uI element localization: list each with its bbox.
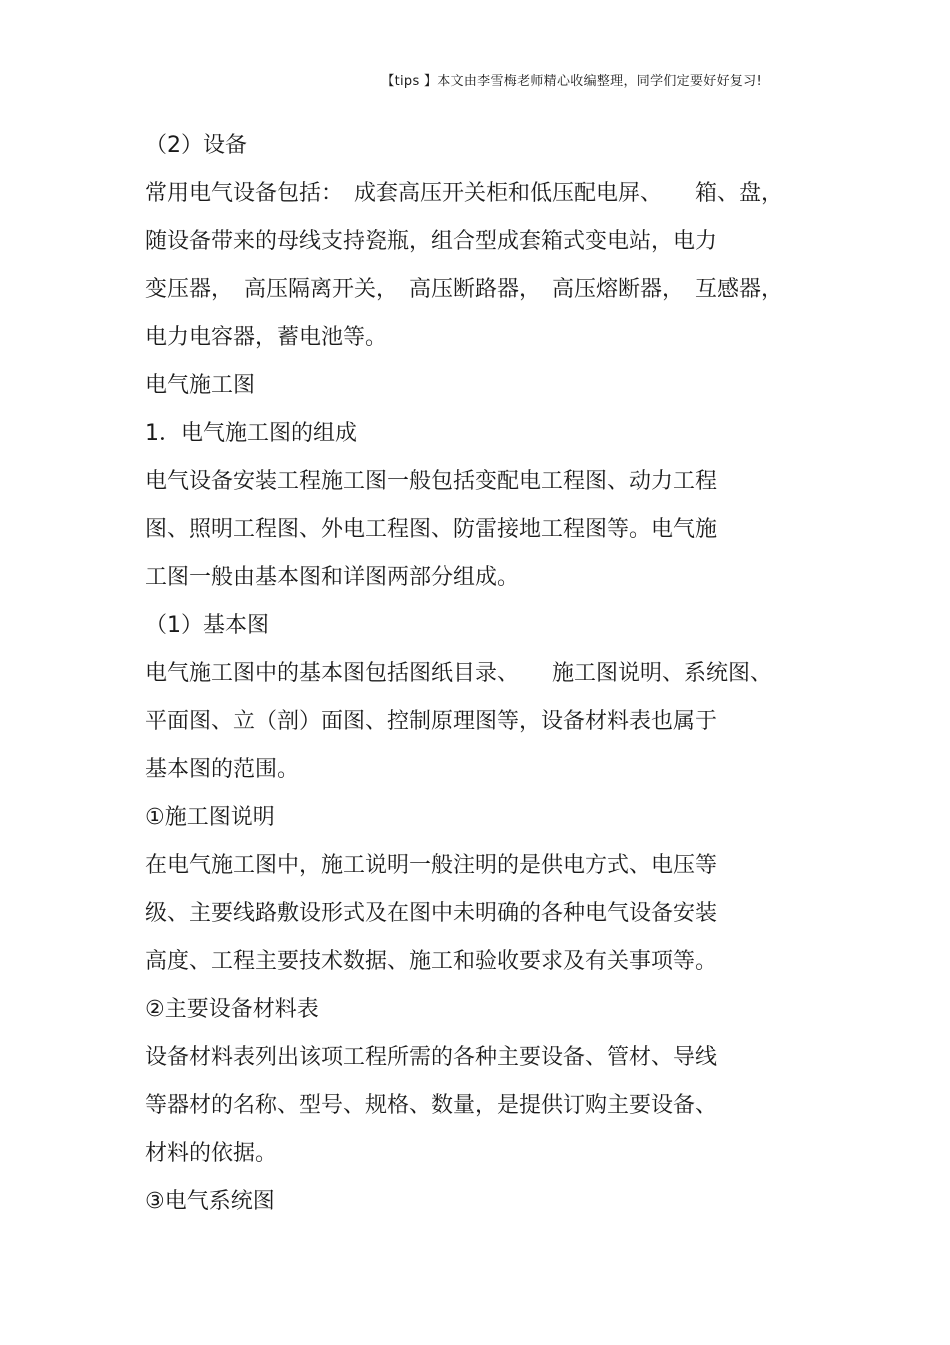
body-line: 高度、工程主要技术数据、施工和验收要求及有关事项等。 [145,949,718,974]
body-line: 基本图的范围。 [145,757,300,782]
subheading-construction-notes: ①施工图说明 [145,805,275,830]
body-line: 常用电气设备包括： 成套高压开关柜和低压配电屏、 箱、盘， [145,181,784,206]
body-line: 在电气施工图中，施工说明一般注明的是供电方式、电压等 [145,853,718,878]
body-line: 图、照明工程图、外电工程图、防雷接地工程图等。电气施 [145,517,718,542]
body-line: 材料的依据。 [145,1141,278,1166]
section-heading-equipment: （2）设备 [145,133,247,158]
body-line: 级、主要线路敷设形式及在图中未明确的各种电气设备安装 [145,901,718,926]
body-line: 等器材的名称、型号、规格、数量，是提供订购主要设备、 [145,1093,718,1118]
body-line: 工图一般由基本图和详图两部分组成。 [145,565,520,590]
body-line: 电气施工图中的基本图包括图纸目录、 施工图说明、系统图、 [145,661,773,686]
subheading-materials-list: ②主要设备材料表 [145,997,319,1022]
body-line: 电气设备安装工程施工图一般包括变配电工程图、动力工程 [145,469,718,494]
section-heading-drawings: 电气施工图 [145,373,256,398]
subheading-system-diagram: ③电气系统图 [145,1189,275,1214]
section-heading-composition: 1．电气施工图的组成 [145,421,357,446]
section-heading-basic-drawings: （1）基本图 [145,613,269,638]
body-line: 变压器， 高压隔离开关， 高压断路器， 高压熔断器， 互感器， [145,277,784,302]
body-line: 随设备带来的母线支持瓷瓶，组合型成套箱式变电站，电力 [145,229,718,254]
body-line: 设备材料表列出该项工程所需的各种主要设备、管材、导线 [145,1045,718,1070]
body-line: 电力电容器，蓄电池等。 [145,325,388,350]
body-line: 平面图、立（剖）面图、控制原理图等，设备材料表也属于 [145,709,718,734]
header-tip: 【tips 】本文由李雪梅老师精心收编整理，同学们定要好好复习! [381,74,762,89]
